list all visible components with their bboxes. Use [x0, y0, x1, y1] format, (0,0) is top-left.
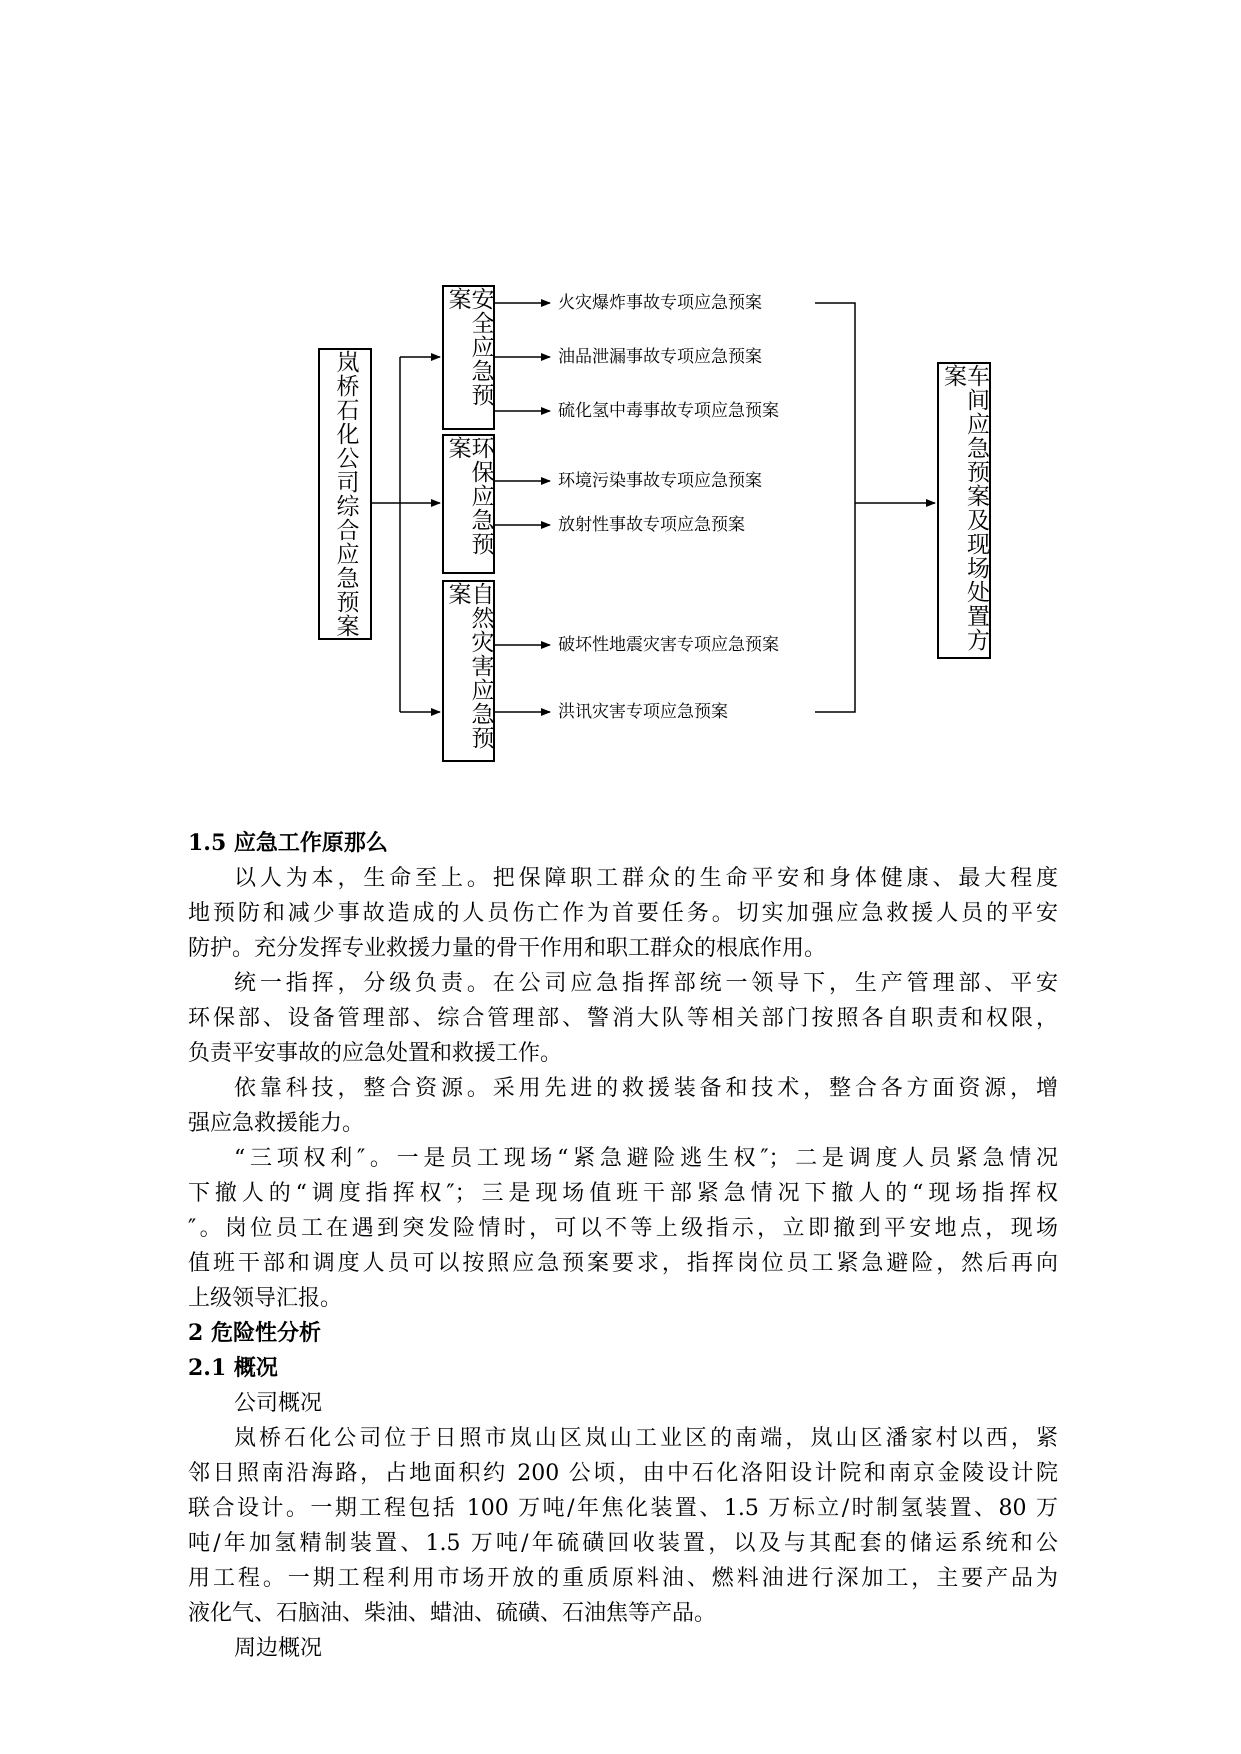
plan-pollution: 环境污染事故专项应急预案	[558, 471, 762, 491]
workshop-plan-box	[937, 362, 991, 659]
section-heading-2: 2 危险性分析	[188, 1320, 321, 1346]
disaster-plan-box	[442, 580, 495, 762]
subheading-company-overview: 公司概况	[234, 1391, 323, 1416]
plan-radiation: 放射性事故专项应急预案	[558, 515, 745, 535]
document-body	[188, 826, 1058, 1666]
root-plan-box	[318, 348, 372, 640]
paragraph-line: 以人为本，生命至上。把保障职工群众的生命平安和身体健康、最大程度	[234, 866, 1058, 891]
paragraph-line: 负责平安事故的应急处置和救援工作。	[188, 1041, 563, 1066]
plan-earthquake: 破坏性地震灾害专项应急预案	[558, 635, 779, 655]
section-heading-2-1: 2.1 概况	[188, 1355, 278, 1381]
paragraph-line: ″。岗位员工在遇到突发险情时，可以不等上级指示，立即撤到平安地点，现场	[188, 1216, 1058, 1241]
paragraph-line: 地预防和减少事故造成的人员伤亡作为首要任务。切实加强应急救援人员的平安	[188, 901, 1058, 926]
paragraph-line: 吨/年加氢精制装置、1.5 万吨/年硫磺回收装置，以及与其配套的储运系统和公	[188, 1531, 1058, 1556]
root-plan-label: 岚桥石化公司综合应急预案	[332, 350, 359, 638]
safety-plan-box	[442, 285, 495, 430]
diagram-connectors	[0, 0, 1241, 780]
plans-bracket	[815, 303, 855, 712]
plan-oil-leak: 油品泄漏事故专项应急预案	[558, 347, 762, 367]
paragraph-line: 岚桥石化公司位于日照市岚山区岚山工业区的南端，岚山区潘家村以西，紧	[234, 1426, 1058, 1451]
workshop-plan-label: 车间应急预案及现场处置方案	[940, 364, 989, 652]
paragraph-line: 邻日照南沿海路，占地面积约 200 公顷，由中石化洛阳设计院和南京金陵设计院	[188, 1461, 1058, 1486]
environment-plan-label: 环保应急预案	[444, 436, 494, 556]
paragraph-line: 值班干部和调度人员可以按照应急预案要求，指挥岗位员工紧急避险，然后再向	[188, 1251, 1058, 1276]
section-heading-1-5: 1.5 应急工作原那么	[188, 830, 388, 856]
paragraph-line: 防护。充分发挥专业救援力量的骨干作用和职工群众的根底作用。	[188, 936, 827, 961]
paragraph-line: 依靠科技，整合资源。采用先进的救援装备和技术，整合各方面资源，增	[234, 1076, 1058, 1101]
subheading-surroundings: 周边概况	[234, 1636, 323, 1661]
paragraph-line: 联合设计。一期工程包括 100 万吨/年焦化装置、1.5 万标立/时制氢装置、80 万	[188, 1496, 1058, 1521]
paragraph-line: 上级领导汇报。	[188, 1286, 343, 1311]
paragraph-line: 液化气、石脑油、柴油、蜡油、硫磺、石油焦等产品。	[188, 1601, 717, 1626]
paragraph-line: 统一指挥，分级负责。在公司应急指挥部统一领导下，生产管理部、平安	[234, 971, 1058, 996]
disaster-plan-label: 自然灾害应急预案	[444, 582, 494, 750]
plan-flood: 洪讯灾害专项应急预案	[558, 702, 728, 722]
environment-plan-box	[442, 434, 495, 574]
plan-h2s-poisoning: 硫化氢中毒事故专项应急预案	[558, 401, 779, 421]
paragraph-line: 环保部、设备管理部、综合管理部、警消大队等相关部门按照各自职责和权限，	[188, 1006, 1058, 1031]
paragraph-line: 下撤人的“调度指挥权″；三是现场值班干部紧急情况下撤人的“现场指挥权	[188, 1181, 1058, 1206]
safety-plan-label: 安全应急预案	[444, 287, 494, 407]
paragraph-line: “三项权利″。一是员工现场“紧急避险逃生权″；二是调度人员紧急情况	[234, 1146, 1058, 1171]
paragraph-line: 强应急救援能力。	[188, 1111, 365, 1136]
emergency-plan-diagram	[0, 0, 1241, 780]
plan-fire-explosion: 火灾爆炸事故专项应急预案	[558, 293, 762, 313]
paragraph-line: 用工程。一期工程利用市场开放的重质原料油、燃料油进行深加工，主要产品为	[188, 1566, 1058, 1591]
